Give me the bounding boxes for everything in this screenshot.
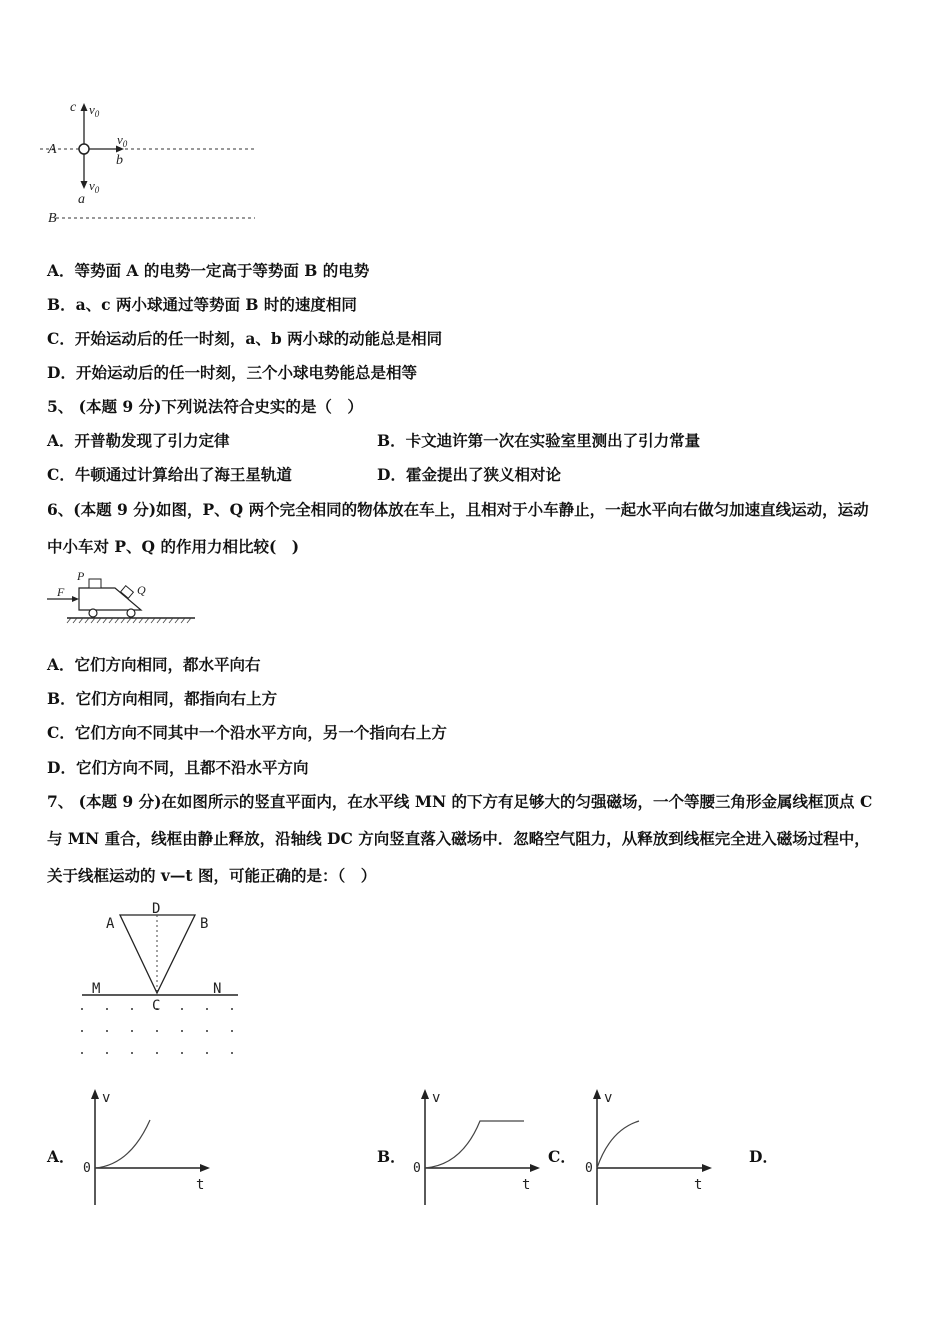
axis-t: t	[694, 1177, 703, 1193]
ball	[79, 144, 89, 154]
origin: 0	[413, 1161, 421, 1176]
axis-t: t	[522, 1177, 531, 1193]
q5-option-c: C．牛顿通过计算给出了海王星轨道	[47, 465, 292, 484]
q5-option-d: D．霍金提出了狭义相对论	[377, 465, 561, 484]
label-c: c	[70, 100, 77, 115]
figure-equipotential	[40, 95, 260, 235]
label-B: B	[48, 211, 57, 226]
q7-stem-line1: 7、 (本题 9 分)在如图所示的竖直平面内，在水平线 MN 的下方有足够大的匀强磁场，一个等腰三角形金属线框顶点 C	[47, 792, 873, 811]
label-C: C	[152, 998, 161, 1014]
label-v0-right: v	[117, 132, 123, 147]
curve-c	[597, 1121, 639, 1168]
q5-option-a: A．开普勒发现了引力定律	[47, 431, 230, 450]
subscript-0-right: 0	[122, 139, 128, 149]
q4-option-c: C．开始运动后的任一时刻，a、b 两小球的动能总是相同	[47, 329, 443, 348]
q6-stem-line1: 6、(本题 9 分)如图，P、Q 两个完全相同的物体放在车上，且相对于小车静止，一起水平向右做匀加速直线运动，运动	[47, 500, 869, 519]
label-Q: Q	[137, 583, 146, 597]
label-N: N	[213, 981, 222, 997]
subscript-0-down: 0	[94, 185, 100, 195]
graph-c	[582, 1085, 717, 1210]
label-F: F	[57, 585, 65, 599]
svg-text:v0	[117, 132, 128, 149]
svg-text:v0	[89, 102, 100, 119]
label-A: A	[48, 142, 57, 157]
graph-a	[80, 1085, 215, 1210]
label-v0-up: v	[89, 102, 95, 117]
graph-b	[410, 1085, 545, 1210]
label-a: a	[78, 192, 85, 207]
block-p	[89, 579, 101, 588]
cart-wheel	[127, 609, 135, 617]
q7-option-c-label: C．	[548, 1147, 576, 1166]
label-D: D	[152, 901, 161, 917]
label-B: B	[200, 916, 209, 932]
origin: 0	[585, 1161, 593, 1176]
label-v0-down: v	[89, 178, 95, 193]
label-A: A	[106, 916, 115, 932]
figure-cart	[45, 568, 205, 628]
cart-wheel	[89, 609, 97, 617]
svg-text:v0	[89, 178, 100, 195]
label-M: M	[92, 981, 101, 997]
curve-a	[95, 1120, 150, 1168]
q6-stem-line2: 中小车对 P、Q 的作用力相比较( )	[47, 537, 300, 556]
q6-option-a: A．它们方向相同，都水平向右	[47, 655, 261, 674]
q5-option-b: B．卡文迪许第一次在实验室里测出了引力常量	[377, 431, 701, 450]
q7-option-d-label: D．	[749, 1147, 778, 1166]
subscript-0-up: 0	[94, 109, 100, 119]
q7-stem-line2: 与 MN 重合，线框由静止释放，沿轴线 DC 方向竖直落入磁场中．忽略空气阻力，从释放到线框完全进入磁场过程中，	[47, 829, 870, 848]
q4-option-a: A．等势面 A 的电势一定高于等势面 B 的电势	[47, 261, 370, 280]
axis-v: v	[432, 1090, 441, 1106]
q6-option-b: B．它们方向相同，都指向右上方	[47, 689, 278, 708]
q4-option-d: D．开始运动后的任一时刻，三个小球电势能总是相等	[47, 363, 417, 382]
label-P: P	[77, 569, 85, 583]
axis-v: v	[604, 1090, 613, 1106]
figure-triangle-frame	[75, 895, 255, 1065]
curve-b	[425, 1121, 524, 1168]
q4-option-b: B．a、c 两小球通过等势面 B 时的速度相同	[47, 295, 357, 314]
q5-stem: 5、 (本题 9 分)下列说法符合史实的是（ ）	[47, 397, 363, 416]
axis-v: v	[102, 1090, 111, 1106]
q7-option-a-label: A．	[47, 1147, 75, 1166]
q7-option-b-label: B．	[377, 1147, 406, 1166]
q6-option-d: D．它们方向不同，且都不沿水平方向	[47, 758, 309, 777]
q7-stem-line3: 关于线框运动的 v—t 图，可能正确的是：（ ）	[47, 866, 377, 885]
q6-option-c: C．它们方向不同其中一个沿水平方向，另一个指向右上方	[47, 723, 447, 742]
axis-t: t	[196, 1177, 205, 1193]
label-b: b	[116, 153, 123, 168]
origin: 0	[83, 1161, 91, 1176]
